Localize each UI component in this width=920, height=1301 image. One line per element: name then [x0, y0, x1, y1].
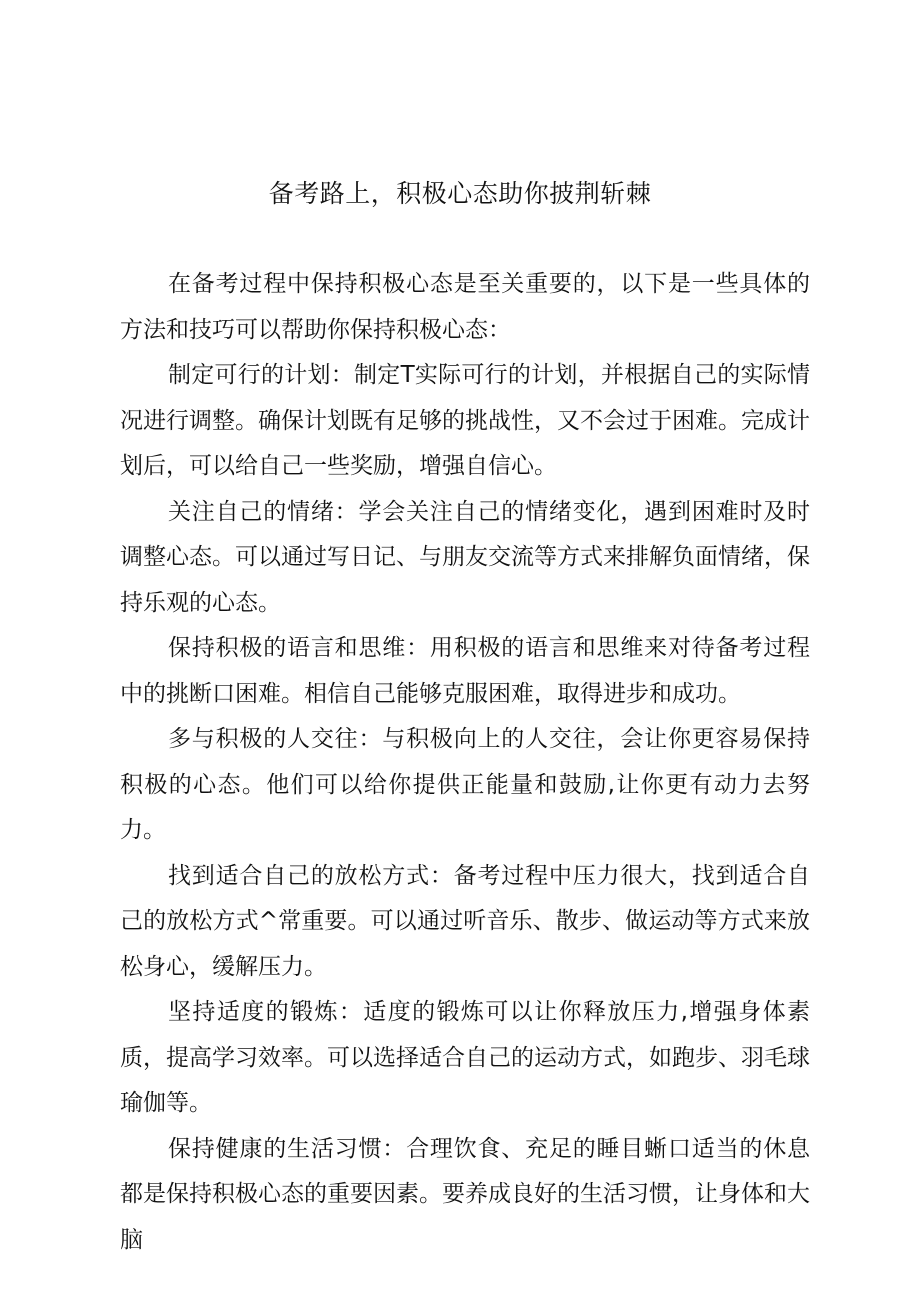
paragraph-plan: 制定可行的计划：制定T实际可行的计划，并根据自己的实际情况进行调整。确保计划既有足够的挑战性，又不会过于困难。完成计划后，可以给自己一些奖励，增强自信心。 — [120, 362, 810, 479]
paragraph-healthy-habits: 保持健康的生活习惯：合理饮食、充足的睡目蜥口适当的休息都是保持积极心态的重要因素。要养成良好的生活习惯，让身体和大脑 — [120, 1135, 810, 1253]
paragraph-positive-people: 多与积极的人交往：与积极向上的人交往，会让你更容易保持积极的心态。他们可以给你提供正能量和鼓励,让你更有动力去努力。 — [120, 726, 810, 843]
document-title: 备考路上，积极心态助你披荆斩棘 — [268, 179, 652, 208]
paragraph-positive-language: 保持积极的语言和思维：用积极的语言和思维来对待备考过程中的挑断口困难。相信自己能够克服困难，取得进步和成功。 — [120, 635, 810, 707]
document-body — [120, 262, 810, 1263]
paragraph-intro: 在备考过程中保持积极心态是至关重要的，以下是一些具体的方法和技巧可以帮助你保持积极心态： — [120, 271, 810, 343]
paragraph-emotions: 关注自己的情绪：学会关注自己的情绪变化，遇到困难时及时调整心态。可以通过写日记、与朋友交流等方式来排解负面情绪，保持乐观的心态。 — [120, 498, 810, 616]
paragraph-exercise: 坚持适度的锻炼：适度的锻炼可以让你释放压力,增强身体素质，提高学习效率。可以选择适合自己的运动方式，如跑步、羽毛球瑜伽等。 — [120, 999, 810, 1116]
paragraph-relaxation: 找到适合自己的放松方式：备考过程中压力很大，找到适合自己的放松方式^常重要。可以通过听音乐、散步、做运动等方式来放松身心，缓解压力。 — [120, 862, 810, 980]
